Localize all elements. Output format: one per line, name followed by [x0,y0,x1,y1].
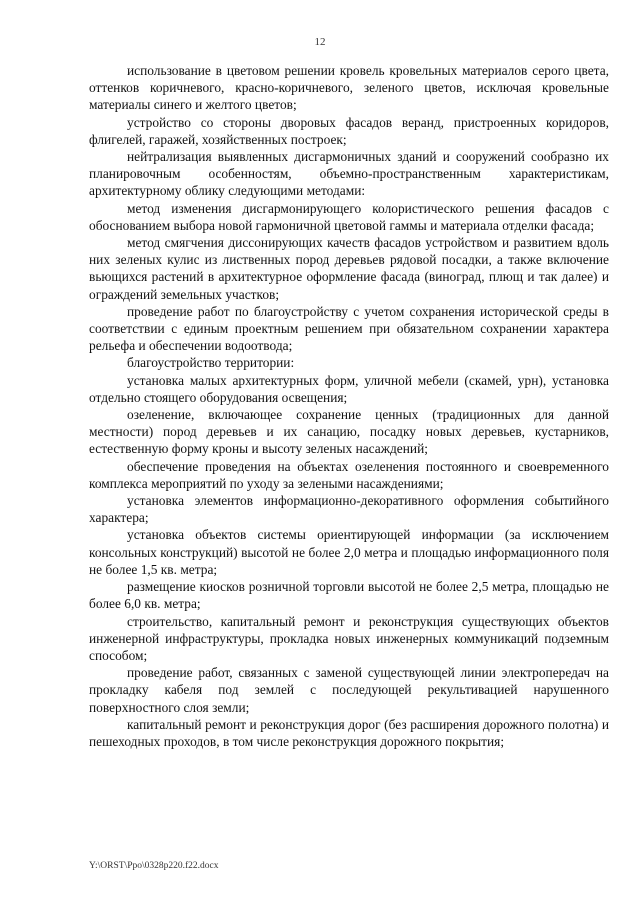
paragraph: проведение работ, связанных с заменой существующей линии электропередач на прокладку кабеля под землей с последующей рекультивацией нарушенного поверхностного слоя земли; [89,665,609,715]
paragraph: установка элементов информационно-декоративного оформления событийного характера; [89,493,609,526]
paragraph: озеленение, включающее сохранение ценных (традиционных для данной местности) пород деревьев и их санацию, посадку новых деревьев, кустарников, естественную форму кроны и высоту зеленых насаждений; [89,407,609,457]
paragraph: метод изменения дисгармонирующего колористического решения фасадов с обоснованием выбора новой гармоничной цветовой гаммы и материала отделки фасада; [89,200,609,233]
paragraph: нейтрализация выявленных дисгармоничных зданий и сооружений сообразно их планировочным особенностям, объемно-пространственным характеристикам, архитектурному облику следующими методами: [89,149,609,199]
paragraph: обеспечение проведения на объектах озеленения постоянного и своевременного комплекса мероприятий по уходу за зелеными насаждениями; [89,458,609,491]
paragraph: размещение киосков розничной торговли высотой не более 2,5 метра, площадью не более 6,0 кв. метра; [89,579,609,612]
footer-file-path: Y:\ORST\Ppo\0328p220.f22.docx [89,861,219,871]
document-body [89,62,609,750]
paragraph: проведение работ по благоустройству с учетом сохранения исторической среды в соответствии с единым проектным решением при обязательном сохранении характера рельефа и обеспечении водоотвода; [89,303,609,354]
paragraph: капитальный ремонт и реконструкция дорог (без расширения дорожного полотна) и пешеходных проходов, в том числе реконструкция дорожного покрытия; [89,716,609,749]
paragraph: метод смягчения диссонирующих качеств фасадов устройством и развитием вдоль них зеленых кулис из лиственных пород деревьев рядовой посадки, а также включение вьющихся растений в архитектурное оформление фасада (виноград, плющ и так далее) и ограждений земельных участков; [89,235,609,302]
paragraph: использование в цветовом решении кровель кровельных материалов серого цвета, оттенков коричневого, красно-коричневого, зеленого цветов, исключая кровельные материалы синего и желтого цветов; [89,63,609,113]
paragraph: установка малых архитектурных форм, уличной мебели (скамей, урн), установка отдельно стоящего оборудования освещения; [89,372,609,405]
paragraph: устройство со стороны дворовых фасадов веранд, пристроенных коридоров, флигелей, гаражей, хозяйственных построек; [89,114,609,147]
paragraph: строительство, капитальный ремонт и реконструкция существующих объектов инженерной инфраструктуры, прокладка новых инженерных коммуникаций подземным способом; [89,613,609,663]
paragraph: благоустройство территории: [127,355,295,371]
paragraph: установка объектов системы ориентирующей информации (за исключением консольных конструкций) высотой не более 2,0 метра и площадью информационного поля не более 1,5 кв. метра; [89,527,609,577]
page-number: 12 [314,36,326,48]
